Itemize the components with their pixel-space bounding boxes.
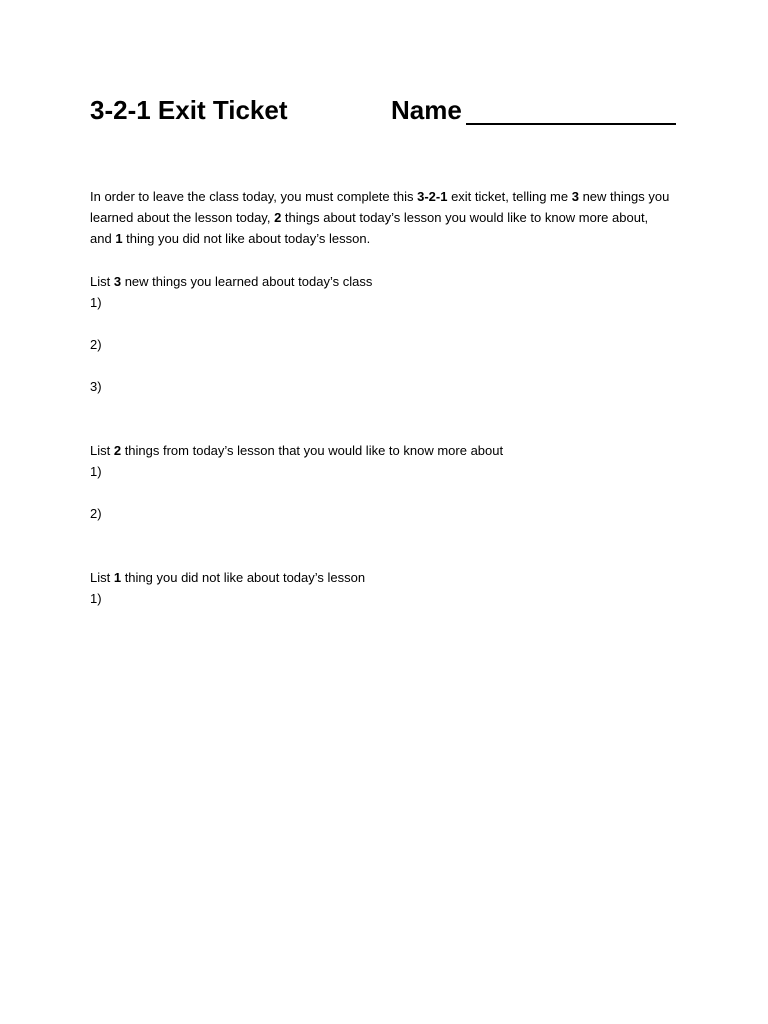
heading-text: List: [90, 443, 114, 458]
instructions-text: new things you learned about the lesson today,: [90, 189, 670, 225]
name-blank-line[interactable]: [466, 123, 676, 125]
heading-text: things from today’s lesson that you would like to know more about: [121, 443, 504, 458]
title-row: [90, 92, 690, 128]
instructions-bold-3: 3: [571, 189, 579, 204]
section-did-not-like: [90, 567, 690, 609]
name-label: Name: [391, 95, 462, 125]
page-title: 3-2-1 Exit Ticket: [90, 95, 288, 125]
heading-number: 3: [113, 274, 122, 289]
heading-text: List: [90, 274, 114, 289]
instructions-text: thing you did not like about today’s lesson.: [122, 231, 371, 246]
spacer: [90, 313, 690, 334]
spacer: [90, 355, 690, 376]
instructions-bold-321: 3-2-1: [417, 189, 448, 204]
answer-item-1[interactable]: 1): [90, 464, 102, 479]
section-heading: [90, 567, 690, 588]
answer-item-2[interactable]: 2): [90, 506, 102, 521]
section-learned: [90, 271, 690, 397]
heading-number: 2: [113, 443, 122, 458]
instructions-paragraph: [90, 186, 670, 249]
instructions-bold-2: 2: [274, 210, 282, 225]
heading-text: thing you did not like about today’s lesson: [121, 570, 366, 585]
heading-text: new things you learned about today’s class: [121, 274, 373, 289]
instructions-bold-1: 1: [115, 231, 123, 246]
section-heading: [90, 440, 690, 461]
answer-item-1[interactable]: 1): [90, 591, 102, 606]
instructions-text: In order to leave the class today, you must complete this: [90, 189, 418, 204]
section-know-more: [90, 440, 690, 524]
instructions-text: exit ticket, telling me: [447, 189, 572, 204]
answer-item-2[interactable]: 2): [90, 337, 102, 352]
answer-item-1[interactable]: 1): [90, 295, 102, 310]
heading-text: List: [90, 570, 114, 585]
spacer: [90, 482, 690, 503]
section-heading: [90, 271, 690, 292]
instructions-text: things about today’s lesson you would like to know more about, and: [90, 210, 649, 246]
heading-number: 1: [113, 570, 122, 585]
answer-item-3[interactable]: 3): [90, 379, 102, 394]
